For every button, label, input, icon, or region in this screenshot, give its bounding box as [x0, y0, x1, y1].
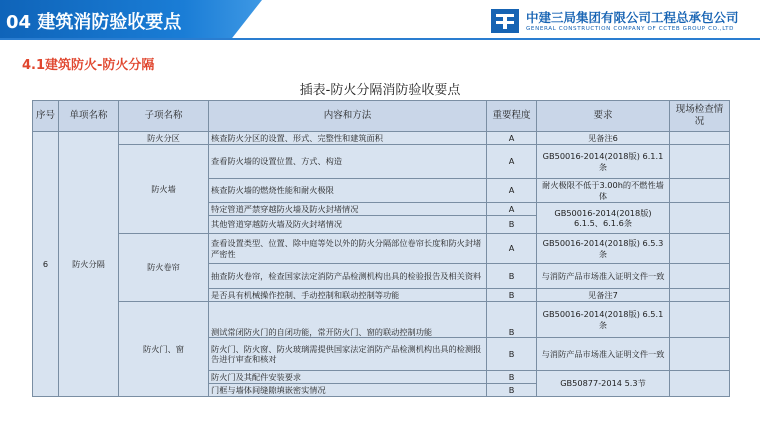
requirement-cell: GB50016-2014(2018版) 6.1.1条: [537, 145, 670, 179]
importance-cell: A: [487, 145, 537, 179]
requirement-cell: GB50016-2014(2018版) 6.1.5、6.1.6条: [537, 203, 670, 234]
page-header: [0, 0, 760, 40]
content-cell: 查看设置类型、位置、除中庭等处以外的防火分隔部位卷帘长度和防火封堵严密性: [209, 234, 487, 264]
item-cell: 防火分隔: [59, 132, 119, 397]
table-title: 插表-防火分隔消防验收要点: [299, 83, 461, 98]
requirement-cell: GB50877-2014 5.3节: [537, 371, 670, 397]
importance-cell: B: [487, 264, 537, 289]
table-header-row: [33, 101, 730, 132]
situation-cell: [670, 338, 730, 371]
situation-cell: [670, 203, 730, 234]
company-name-cn: 中建三局集团有限公司工程总承包公司: [526, 10, 739, 25]
requirement-cell: GB50016-2014(2018版) 6.5.1条: [537, 302, 670, 338]
col-requirement: 要求: [537, 101, 670, 132]
situation-cell: [670, 302, 730, 338]
requirement-cell: 耐火极限不低于3.00h的不燃性墙体: [537, 179, 670, 203]
content-cell: 核查防火墙的燃烧性能和耐火极限: [209, 179, 487, 203]
header-divider: [0, 38, 760, 40]
importance-cell: B: [487, 338, 537, 371]
requirement-cell: GB50016-2014(2018版) 6.5.3条: [537, 234, 670, 264]
importance-cell: B: [487, 384, 537, 397]
requirement-cell: 与消防产品市场准入证明文件一致: [537, 338, 670, 371]
importance-cell: A: [487, 234, 537, 264]
content-cell: 抽查防火卷帘，检查国家法定消防产品检测机构出具的检验报告及相关资料: [209, 264, 487, 289]
col-seq: 序号: [33, 101, 59, 132]
page-title: 04 建筑消防验收要点: [6, 12, 182, 33]
importance-cell: B: [487, 289, 537, 302]
inspection-table: [32, 100, 730, 397]
requirement-cell: 见备注7: [537, 289, 670, 302]
section-title: 4.1建筑防火-防火分隔: [22, 58, 155, 73]
importance-cell: B: [487, 371, 537, 384]
situation-cell: [670, 234, 730, 264]
subitem-door: 防火门、窗: [119, 302, 209, 397]
importance-cell: A: [487, 203, 537, 216]
requirement-cell: 与消防产品市场准入证明文件一致: [537, 264, 670, 289]
col-item: 单项名称: [59, 101, 119, 132]
col-situation: 现场检查情况: [670, 101, 730, 132]
situation-cell: [670, 289, 730, 302]
importance-cell: A: [487, 179, 537, 203]
col-content: 内容和方法: [209, 101, 487, 132]
importance-cell: B: [487, 302, 537, 338]
situation-cell: [670, 264, 730, 289]
table-row: [33, 234, 730, 264]
content-cell: 防火门、防火窗、防火玻璃需提供国家法定消防产品检测机构出具的检测报告进行审查和核对: [209, 338, 487, 371]
content-cell: 门框与墙体间缝隙填嵌密实情况: [209, 384, 487, 397]
company-name-en: GENERAL CONSTRUCTION COMPANY OF CCTEB GROUP CO.,LTD: [526, 26, 735, 32]
table-row: [33, 302, 730, 338]
content-cell: 查看防火墙的设置位置、方式、构造: [209, 145, 487, 179]
company-logo-icon: [490, 8, 520, 34]
subitem-zone: 防火分区: [119, 132, 209, 145]
importance-cell: A: [487, 132, 537, 145]
content-cell: 是否具有机械操作控制、手动控制和联动控制等功能: [209, 289, 487, 302]
situation-cell: [670, 145, 730, 179]
requirement-cell: 见备注6: [537, 132, 670, 145]
table-row: [33, 132, 730, 145]
content-cell: 其他管道穿越防火墙及防火封堵情况: [209, 216, 487, 234]
content-cell: 核查防火分区的设置、形式、完整性和建筑面积: [209, 132, 487, 145]
content-cell: 防火门及其配件安装要求: [209, 371, 487, 384]
table-row: [33, 145, 730, 179]
situation-cell: [670, 179, 730, 203]
content-cell: 特定管道严禁穿越防火墙及防火封堵情况: [209, 203, 487, 216]
subitem-shutter: 防火卷帘: [119, 234, 209, 302]
col-importance: 重要程度: [487, 101, 537, 132]
content-cell: 测试常闭防火门的自闭功能，常开防火门、窗的联动控制功能: [209, 302, 487, 338]
seq-cell: 6: [33, 132, 59, 397]
col-subitem: 子项名称: [119, 101, 209, 132]
importance-cell: B: [487, 216, 537, 234]
subitem-wall: 防火墙: [119, 145, 209, 234]
situation-cell: [670, 132, 730, 145]
situation-cell: [670, 371, 730, 397]
